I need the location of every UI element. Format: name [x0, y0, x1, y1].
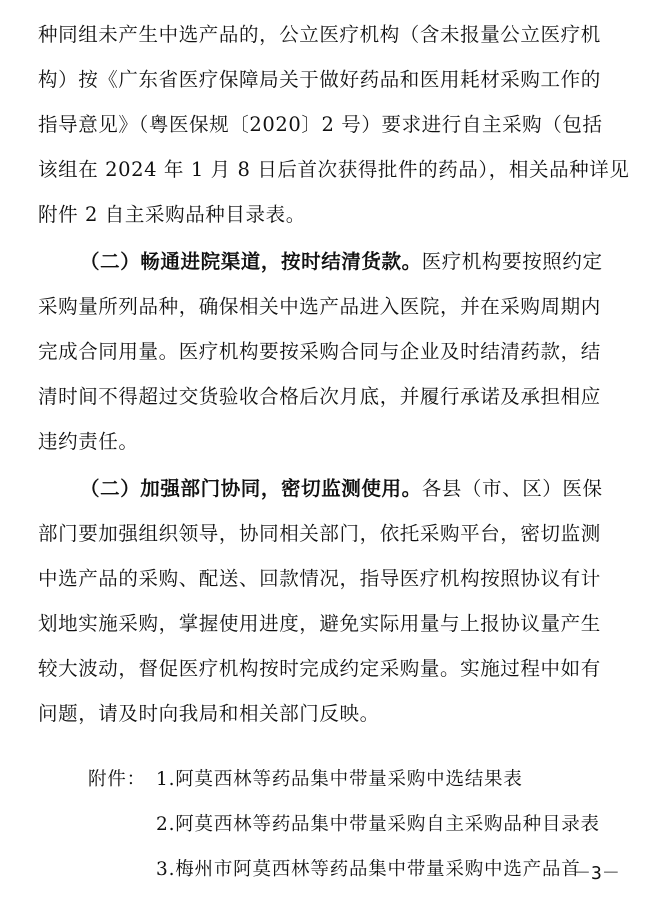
text-line: 种同组未产生中选产品的，公立医疗机构（含未报量公立医疗机	[38, 23, 601, 46]
attachment-item: 3.梅州市阿莫西林等药品集中带量采购中选产品首	[156, 859, 581, 880]
section-heading: （二）畅通进院渠道，按时结清货款。	[80, 250, 422, 273]
text-line: 清时间不得超过交货验收合格后次月底，并履行承诺及承担相应	[38, 385, 601, 408]
text-line	[80, 249, 603, 275]
text-line: 完成合同用量。医疗机构要按采购合同与企业及时结清药款，结	[38, 340, 601, 363]
attachment-item: 1.阿莫西林等药品集中带量采购中选结果表	[156, 769, 523, 790]
text-line: 较大波动，督促医疗机构按时完成约定采购量。实施过程中如有	[38, 657, 601, 680]
attachments-label: 附件：	[88, 769, 146, 790]
text-fragment: 医疗机构要按照约定	[421, 250, 603, 273]
text-line	[80, 476, 603, 502]
text-line: 部门要加强组织领导，协同相关部门，依托采购平台，密切监测	[38, 522, 601, 545]
page-number: －3－	[573, 863, 620, 884]
text-line: 构）按《广东省医疗保障局关于做好药品和医用耗材采购工作的	[38, 68, 601, 91]
text-line: 问题，请及时向我局和相关部门反映。	[38, 702, 380, 725]
text-line: 附件 2 自主采购品种目录表。	[38, 203, 306, 226]
text-line: 指导意见》（粤医保规〔2020〕2 号）要求进行自主采购（包括	[38, 113, 603, 136]
text-line: 采购量所列品种，确保相关中选产品进入医院，并在采购周期内	[38, 295, 601, 318]
text-line: 该组在 2024 年 1 月 8 日后首次获得批件的药品），相关品种详见	[38, 158, 630, 181]
text-line: 违约责任。	[38, 430, 139, 453]
text-fragment: 各县（市、区）医保	[421, 477, 603, 500]
attachment-item: 2.阿莫西林等药品集中带量采购自主采购品种目录表	[156, 814, 600, 835]
section-heading: （二）加强部门协同，密切监测使用。	[80, 477, 422, 500]
text-line: 中选产品的采购、配送、回款情况，指导医疗机构按照协议有计	[38, 567, 601, 590]
text-line: 划地实施采购，掌握使用进度，避免实际用量与上报协议量产生	[38, 612, 601, 635]
